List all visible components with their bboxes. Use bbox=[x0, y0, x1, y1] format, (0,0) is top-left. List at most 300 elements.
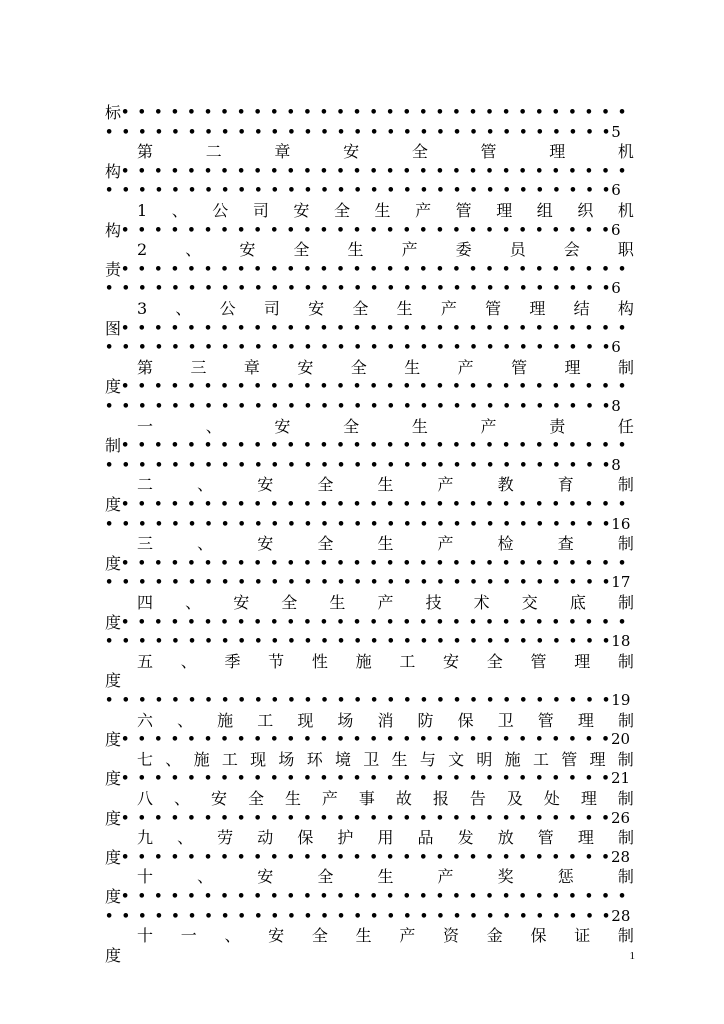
toc-title-token: 六 bbox=[137, 710, 154, 730]
toc-title-token: 管 bbox=[561, 749, 578, 769]
leader-dot: • bbox=[485, 516, 495, 532]
leader-dot: • bbox=[336, 399, 346, 414]
leader-dot: • bbox=[419, 340, 428, 356]
leader-dot: • bbox=[435, 379, 445, 395]
leader-dot: • bbox=[220, 261, 229, 277]
leader-dot: • bbox=[138, 399, 147, 414]
toc-title-token: 全 bbox=[333, 201, 350, 220]
leader-dot: • bbox=[353, 183, 362, 199]
leader-dot: • bbox=[501, 261, 511, 277]
leader-dot: • bbox=[187, 124, 197, 140]
leader-dot: • bbox=[485, 693, 495, 708]
dot-leader bbox=[105, 181, 610, 200]
leader-dot: • bbox=[319, 320, 329, 336]
toc-title-token: 事 bbox=[358, 789, 375, 808]
leader-dot: • bbox=[236, 163, 246, 179]
toc-title-token: 全 bbox=[317, 475, 334, 495]
leader-dot: • bbox=[419, 105, 428, 120]
toc-title-token: 卫 bbox=[497, 710, 514, 730]
leader-dot: • bbox=[237, 516, 246, 532]
leader-dot: • bbox=[386, 379, 395, 395]
toc-page-number: 17 bbox=[611, 573, 631, 592]
leader-dot: • bbox=[270, 261, 279, 277]
leader-dot: • bbox=[336, 261, 345, 277]
leader-dot: • bbox=[270, 614, 279, 630]
leader-dot: • bbox=[236, 555, 246, 571]
toc-title-token: 生 bbox=[396, 299, 413, 318]
toc-title-token: 施 bbox=[504, 749, 521, 769]
leader-dot: • bbox=[617, 105, 627, 120]
leader-dot: • bbox=[220, 614, 229, 630]
leader-dot: • bbox=[485, 457, 495, 473]
leader-dot: • bbox=[402, 497, 411, 512]
leader-dot: • bbox=[286, 320, 295, 336]
toc-title-token: 十 bbox=[137, 867, 154, 887]
toc-title-token: 、 bbox=[185, 240, 202, 260]
toc-line-lead-char: 构 bbox=[105, 161, 122, 181]
leader-dot: • bbox=[468, 614, 478, 630]
leader-dot: • bbox=[452, 222, 461, 238]
leader-dot: • bbox=[419, 183, 428, 199]
toc-title-token: 理 bbox=[496, 201, 513, 220]
leader-dot: • bbox=[485, 222, 494, 238]
leader-dot: • bbox=[535, 340, 544, 356]
leader-dot: • bbox=[369, 105, 378, 120]
toc-title-token: 生 bbox=[284, 789, 301, 808]
toc-leader-line bbox=[105, 338, 634, 357]
leader-dot: • bbox=[419, 261, 428, 277]
leader-dot: • bbox=[138, 124, 147, 140]
leader-dot: • bbox=[568, 575, 578, 591]
toc-title-token: 三 bbox=[137, 534, 154, 554]
leader-dot: • bbox=[270, 693, 279, 708]
leader-dot: • bbox=[237, 183, 246, 199]
leader-dot: • bbox=[485, 379, 494, 395]
toc-leader-line bbox=[105, 848, 634, 867]
toc-title-token: 节 bbox=[268, 651, 285, 671]
leader-dot: • bbox=[319, 497, 329, 512]
leader-dot: • bbox=[236, 438, 246, 454]
toc-title-token: 十 bbox=[137, 926, 154, 946]
toc-page-number: 6 bbox=[611, 220, 621, 239]
toc-title-token: 结 bbox=[573, 299, 590, 318]
leader-dot: • bbox=[551, 889, 560, 904]
leader-dot: • bbox=[237, 124, 246, 140]
leader-dot: • bbox=[137, 379, 146, 395]
toc-leader-line bbox=[105, 613, 634, 632]
toc-title-token: 产 bbox=[401, 240, 418, 260]
leader-dot: • bbox=[501, 320, 511, 336]
leader-dot: • bbox=[105, 693, 114, 708]
leader-dot: • bbox=[154, 340, 163, 356]
leader-dot: • bbox=[287, 457, 296, 473]
leader-dot: • bbox=[319, 849, 329, 865]
leader-dot: • bbox=[419, 379, 428, 395]
leader-dot: • bbox=[501, 379, 511, 395]
leader-dot: • bbox=[551, 771, 560, 787]
toc-entry-title bbox=[137, 240, 634, 259]
toc-title-token: 司 bbox=[252, 201, 269, 220]
leader-dot: • bbox=[502, 516, 511, 532]
leader-dot: • bbox=[535, 516, 544, 532]
leader-dot: • bbox=[535, 849, 544, 865]
toc-title-token: 处 bbox=[543, 789, 560, 808]
leader-dot: • bbox=[485, 614, 494, 630]
leader-dot: • bbox=[386, 732, 395, 748]
leader-dot: • bbox=[585, 516, 594, 532]
leader-dot: • bbox=[452, 634, 462, 650]
leader-dot: • bbox=[535, 261, 544, 277]
leader-dot: • bbox=[204, 399, 213, 414]
toc-entry-title bbox=[137, 789, 634, 808]
toc-title-token: 术 bbox=[473, 593, 490, 612]
leader-dot: • bbox=[518, 810, 527, 826]
leader-dot: • bbox=[254, 693, 263, 708]
leader-dot: • bbox=[452, 340, 462, 356]
leader-dot: • bbox=[303, 771, 312, 787]
toc-title-token: 理 bbox=[529, 299, 546, 318]
leader-dot: • bbox=[369, 810, 378, 826]
leader-dot: • bbox=[468, 810, 478, 826]
leader-dot: • bbox=[253, 810, 262, 826]
leader-dot: • bbox=[237, 908, 246, 924]
leader-dot: • bbox=[403, 124, 412, 140]
leader-dot: • bbox=[154, 222, 163, 238]
leader-dot: • bbox=[287, 516, 296, 532]
leader-dot: • bbox=[286, 261, 295, 277]
leader-dot: • bbox=[436, 693, 445, 708]
leader-dot: • bbox=[270, 555, 279, 571]
leader-dot: • bbox=[617, 555, 627, 571]
leader-dot: • bbox=[386, 771, 395, 787]
toc-title-token: 一 bbox=[180, 926, 197, 946]
toc-leader-line bbox=[105, 436, 634, 455]
leader-dot: • bbox=[452, 105, 461, 120]
leader-dot: • bbox=[386, 614, 395, 630]
leader-dot: • bbox=[369, 379, 378, 395]
leader-dot: • bbox=[452, 849, 461, 865]
toc-leader-line bbox=[105, 181, 634, 200]
leader-dot: • bbox=[535, 163, 544, 179]
leader-dot: • bbox=[552, 281, 561, 297]
leader-dot: • bbox=[121, 693, 130, 708]
toc-entry-title bbox=[137, 926, 634, 945]
leader-dot: • bbox=[303, 614, 312, 630]
leader-dot: • bbox=[171, 340, 180, 356]
leader-dot: • bbox=[584, 438, 594, 454]
leader-dot: • bbox=[601, 810, 610, 826]
toc-title-token: 保 bbox=[297, 828, 314, 848]
leader-dot: • bbox=[386, 399, 395, 414]
leader-dot: • bbox=[584, 105, 594, 120]
leader-dot: • bbox=[568, 379, 577, 395]
toc-leader-line bbox=[105, 730, 634, 749]
leader-dot: • bbox=[502, 693, 511, 708]
toc-title-token: 全 bbox=[281, 593, 298, 612]
leader-dot: • bbox=[220, 457, 230, 473]
leader-dot: • bbox=[236, 379, 246, 395]
leader-dot: • bbox=[121, 340, 130, 356]
leader-dot: • bbox=[154, 849, 163, 865]
toc-title-token: 场 bbox=[278, 749, 295, 769]
leader-dot: • bbox=[601, 124, 611, 140]
toc-title-token: 理 bbox=[577, 828, 594, 848]
toc-title-token: 全 bbox=[343, 416, 360, 436]
leader-dot: • bbox=[121, 575, 130, 591]
leader-dot: • bbox=[436, 340, 445, 356]
leader-dot: • bbox=[319, 105, 329, 120]
toc-entry-title bbox=[137, 593, 634, 612]
leader-dot: • bbox=[203, 379, 213, 395]
leader-dot: • bbox=[601, 379, 610, 395]
leader-dot: • bbox=[336, 732, 345, 748]
toc-entry-title bbox=[137, 534, 634, 553]
leader-dot: • bbox=[353, 634, 362, 650]
leader-dot: • bbox=[154, 516, 163, 532]
leader-dot: • bbox=[519, 340, 528, 356]
leader-dot: • bbox=[121, 497, 130, 512]
leader-dot: • bbox=[286, 810, 295, 826]
leader-dot: • bbox=[170, 163, 180, 179]
toc-title-token: 管 bbox=[511, 357, 528, 377]
toc-title-token: 度 bbox=[105, 671, 122, 691]
leader-dot: • bbox=[386, 320, 395, 336]
leader-dot: • bbox=[105, 634, 114, 650]
leader-dot: • bbox=[552, 183, 561, 199]
leader-dot: • bbox=[303, 281, 313, 297]
leader-dot: • bbox=[468, 261, 478, 277]
toc-title-token: 委 bbox=[455, 240, 472, 260]
toc-leader-line bbox=[105, 769, 634, 788]
toc-title-token: 全 bbox=[350, 357, 367, 377]
leader-dot: • bbox=[270, 457, 279, 473]
leader-dot: • bbox=[303, 320, 312, 336]
toc-title-token: 章 bbox=[243, 357, 260, 377]
leader-dot: • bbox=[419, 124, 428, 140]
toc-title-token: 保 bbox=[530, 926, 547, 946]
leader-dot: • bbox=[535, 693, 544, 708]
leader-dot: • bbox=[403, 516, 412, 532]
leader-dot: • bbox=[336, 693, 346, 708]
leader-dot: • bbox=[336, 908, 346, 924]
toc-title-token: 组 bbox=[536, 201, 553, 220]
leader-dot: • bbox=[601, 438, 610, 454]
leader-dot: • bbox=[303, 399, 313, 414]
leader-dot: • bbox=[584, 771, 594, 787]
toc-title-token: 环 bbox=[306, 749, 323, 769]
leader-dot: • bbox=[402, 438, 411, 454]
leader-dot: • bbox=[452, 457, 462, 473]
dot-leader bbox=[105, 456, 610, 475]
leader-dot: • bbox=[485, 261, 494, 277]
leader-dot: • bbox=[535, 889, 544, 904]
leader-dot: • bbox=[419, 163, 428, 179]
leader-dot: • bbox=[370, 124, 379, 140]
leader-dot: • bbox=[220, 575, 230, 591]
toc-title-token: 检 bbox=[497, 534, 514, 554]
leader-dot: • bbox=[419, 614, 428, 630]
leader-dot: • bbox=[121, 516, 130, 532]
leader-dot: • bbox=[519, 575, 528, 591]
toc-title-token: 七 bbox=[137, 749, 154, 769]
dot-leader bbox=[121, 848, 610, 867]
leader-dot: • bbox=[220, 732, 229, 748]
toc-page-number: 6 bbox=[611, 181, 621, 200]
leader-dot: • bbox=[617, 497, 627, 512]
dot-leader bbox=[121, 613, 626, 632]
toc-title-token: 施 bbox=[193, 749, 210, 769]
leader-dot: • bbox=[419, 908, 428, 924]
toc-leader-line bbox=[105, 397, 634, 416]
leader-dot: • bbox=[501, 105, 511, 120]
leader-dot: • bbox=[187, 457, 197, 473]
leader-dot: • bbox=[370, 340, 379, 356]
leader-dot: • bbox=[502, 575, 511, 591]
leader-dot: • bbox=[286, 732, 295, 748]
leader-dot: • bbox=[154, 732, 163, 748]
leader-dot: • bbox=[138, 183, 147, 199]
leader-dot: • bbox=[552, 340, 561, 356]
leader-dot: • bbox=[187, 379, 196, 395]
leader-dot: • bbox=[303, 889, 312, 904]
leader-dot: • bbox=[203, 732, 213, 748]
leader-dot: • bbox=[568, 497, 577, 512]
leader-dot: • bbox=[468, 889, 478, 904]
leader-dot: • bbox=[336, 771, 345, 787]
toc-title-token: 3 bbox=[137, 299, 148, 318]
toc-title-token: 产 bbox=[321, 789, 338, 808]
toc-entry-title bbox=[137, 299, 634, 318]
leader-dot: • bbox=[320, 281, 329, 297]
leader-dot: • bbox=[584, 849, 594, 865]
leader-dot: • bbox=[485, 732, 494, 748]
leader-dot: • bbox=[254, 908, 263, 924]
leader-dot: • bbox=[121, 105, 130, 120]
leader-dot: • bbox=[270, 497, 279, 512]
leader-dot: • bbox=[403, 908, 412, 924]
leader-dot: • bbox=[485, 399, 495, 414]
leader-dot: • bbox=[319, 732, 329, 748]
toc-line-lead-char: 度 bbox=[105, 553, 122, 573]
toc-title-token: 奖 bbox=[497, 867, 514, 887]
leader-dot: • bbox=[402, 379, 411, 395]
leader-dot: • bbox=[535, 497, 544, 512]
leader-dot: • bbox=[352, 105, 362, 120]
leader-dot: • bbox=[138, 340, 147, 356]
toc-entry-title bbox=[105, 946, 634, 965]
toc-title-token: 制 bbox=[617, 534, 634, 554]
leader-dot: • bbox=[220, 516, 230, 532]
leader-dot: • bbox=[170, 438, 180, 454]
toc-title-token: 四 bbox=[137, 593, 154, 612]
leader-dot: • bbox=[170, 105, 180, 120]
dot-leader bbox=[121, 887, 626, 906]
leader-dot: • bbox=[369, 849, 378, 865]
leader-dot: • bbox=[435, 222, 445, 238]
toc-title-token: 全 bbox=[311, 926, 328, 946]
leader-dot: • bbox=[402, 849, 411, 865]
leader-dot: • bbox=[551, 320, 560, 336]
toc-title-token: 理 bbox=[574, 651, 591, 671]
leader-dot: • bbox=[270, 281, 279, 297]
leader-dot: • bbox=[552, 457, 561, 473]
toc-title-token: 制 bbox=[617, 828, 634, 848]
leader-dot: • bbox=[171, 183, 180, 199]
leader-dot: • bbox=[303, 124, 313, 140]
leader-dot: • bbox=[336, 320, 345, 336]
leader-dot: • bbox=[551, 849, 560, 865]
leader-dot: • bbox=[137, 810, 146, 826]
leader-dot: • bbox=[601, 497, 610, 512]
leader-dot: • bbox=[501, 889, 511, 904]
toc-title-token: 交 bbox=[521, 593, 538, 612]
leader-dot: • bbox=[601, 281, 611, 297]
leader-dot: • bbox=[402, 771, 411, 787]
leader-dot: • bbox=[601, 771, 610, 787]
toc-leader-line bbox=[105, 456, 634, 475]
leader-dot: • bbox=[352, 497, 362, 512]
leader-dot: • bbox=[436, 516, 445, 532]
leader-dot: • bbox=[171, 634, 180, 650]
leader-dot: • bbox=[320, 399, 329, 414]
leader-dot: • bbox=[303, 575, 313, 591]
toc-title-token: 理 bbox=[549, 142, 566, 162]
leader-dot: • bbox=[203, 810, 213, 826]
toc-title-token: 现 bbox=[297, 710, 314, 730]
toc-title-token: 产 bbox=[440, 299, 457, 318]
leader-dot: • bbox=[303, 555, 312, 571]
leader-dot: • bbox=[253, 320, 262, 336]
leader-dot: • bbox=[403, 340, 412, 356]
leader-dot: • bbox=[253, 614, 262, 630]
leader-dot: • bbox=[552, 634, 561, 650]
leader-dot: • bbox=[319, 163, 329, 179]
leader-dot: • bbox=[403, 281, 412, 297]
leader-dot: • bbox=[502, 124, 511, 140]
leader-dot: • bbox=[303, 222, 312, 238]
leader-dot: • bbox=[617, 438, 627, 454]
leader-dot: • bbox=[154, 281, 163, 297]
leader-dot: • bbox=[154, 908, 163, 924]
leader-dot: • bbox=[601, 889, 610, 904]
leader-dot: • bbox=[105, 575, 114, 591]
toc-title-token: 卫 bbox=[363, 749, 380, 769]
toc-title-token: 安 bbox=[210, 789, 227, 808]
leader-dot: • bbox=[253, 732, 262, 748]
leader-dot: • bbox=[452, 438, 461, 454]
toc-line-lead-char: 度 bbox=[105, 847, 122, 867]
leader-dot: • bbox=[220, 634, 230, 650]
leader-dot: • bbox=[353, 457, 362, 473]
leader-dot: • bbox=[187, 634, 197, 650]
leader-dot: • bbox=[203, 163, 213, 179]
leader-dot: • bbox=[320, 575, 329, 591]
toc-page-number: 19 bbox=[611, 691, 631, 709]
leader-dot: • bbox=[485, 340, 495, 356]
leader-dot: • bbox=[137, 497, 146, 512]
leader-dot: • bbox=[253, 222, 262, 238]
toc-entry-title bbox=[137, 750, 634, 769]
toc-title-token: 管 bbox=[537, 710, 554, 730]
toc-leader-line bbox=[105, 279, 634, 298]
toc-leader-line bbox=[105, 515, 634, 534]
toc-line-lead-char: 度 bbox=[105, 377, 122, 397]
leader-dot: • bbox=[220, 379, 229, 395]
leader-dot: • bbox=[105, 340, 114, 356]
leader-dot: • bbox=[236, 261, 246, 277]
leader-dot: • bbox=[436, 908, 445, 924]
leader-dot: • bbox=[370, 634, 379, 650]
